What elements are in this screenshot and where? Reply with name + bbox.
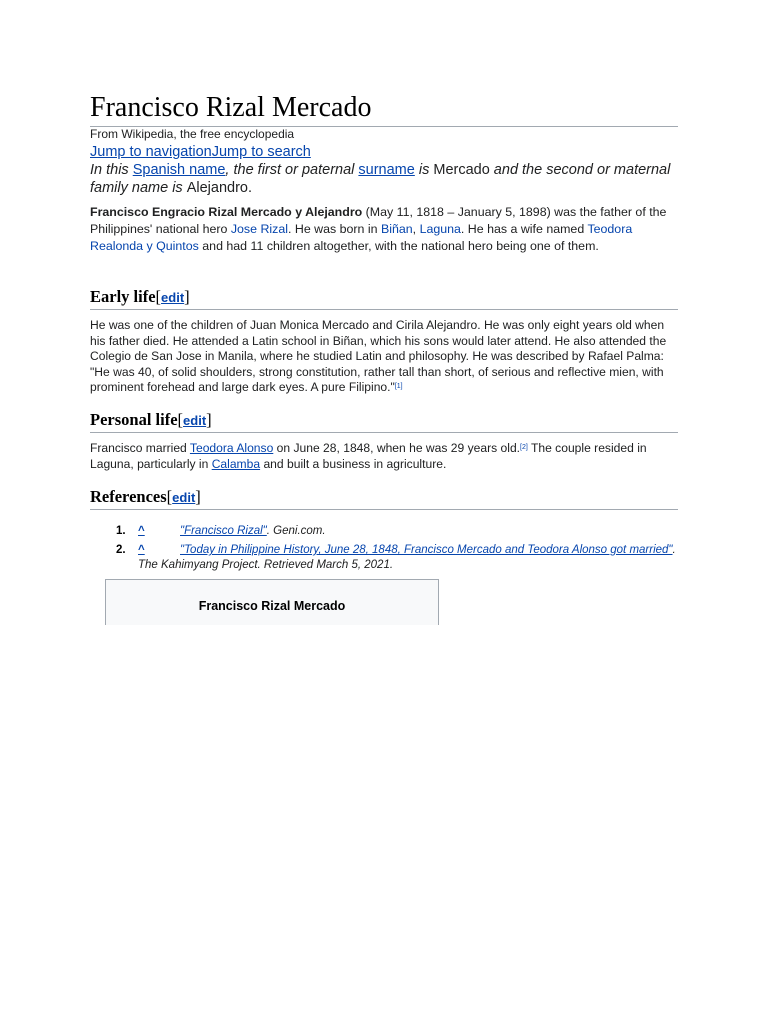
hatnote-text: In this [90,162,133,178]
infobox-title: Francisco Rizal Mercado [198,599,346,613]
hatnote-text: is [414,162,434,178]
reference-number: 1. [116,525,126,537]
bracket: ] [184,287,190,306]
lead-text: and had 11 children altogether, with the national hero being one of them. [198,239,599,253]
jose-rizal-link[interactable]: Jose Rizal [230,222,288,236]
teodora-alonso-link[interactable]: Teodora Alonso [189,441,274,455]
reference-source: . Geni.com. [266,525,326,537]
paragraph-text: Francisco married [90,441,190,455]
early-life-paragraph [90,318,678,396]
lead-text: (May 11, 1818 – January 5, 1898) was the father of the Philippines' national hero [90,205,667,236]
reference-link[interactable]: "Today in Philippine History, June 28, 1848, Francisco Mercado and Teodora Alonso got married" [180,544,673,556]
bracket: ] [206,410,212,429]
section-heading-personal-life [90,409,678,433]
citation-1-link[interactable]: [1] [394,383,403,390]
section-heading-references [90,486,678,510]
edit-personal-life-link[interactable]: edit [183,413,207,428]
paragraph-text: He was one of the children of Juan Monica Mercado and Cirila Alejandro. He was only eight years old when his father died. He attended a Latin school in Biñan, which his sons would later attend. He also attended the Colegio de San Jose in Manila, where he studied Latin and philosophy. He was described by Rafael Palma: "He was 40, of solid shoulders, strong constitution, rather tall than short, of serious and reflective mien, with prominent forehead and large dark eyes. A pure Filipino." [90,318,667,394]
paragraph-text: on June 28, 1848, when he was 29 years old. [273,441,521,455]
jump-to-search-link[interactable]: Jump to search [211,144,311,160]
edit-references-link[interactable]: edit [172,490,196,505]
reference-link[interactable]: "Francisco Rizal" [180,525,267,537]
page-title: Francisco Rizal Mercado [90,90,678,127]
spanish-name-link[interactable]: Spanish name [132,162,226,178]
heading-text: Early life [90,287,156,306]
reference-item [90,543,678,573]
paragraph-text: The couple resided in Laguna, particularly in [90,441,647,471]
lead-paragraph [90,204,678,255]
jump-to-navigation-link[interactable]: Jump to navigation [90,144,212,160]
binan-link[interactable]: Biñan [380,222,413,236]
reference-item [90,524,678,539]
bracket: [ [177,410,184,429]
hatnote-text: , the first or paternal [225,162,359,178]
subject-name: Francisco Engracio Rizal Mercado y Alejandro [90,205,363,219]
references-list [90,524,678,577]
backlink-caret[interactable]: ^ [138,544,145,556]
bracket: [ [166,487,173,506]
laguna-link[interactable]: Laguna [419,222,461,236]
paternal-name: Mercado [433,162,490,178]
teodora-realonda-link[interactable]: Teodora Realonda y Quintos [90,222,633,253]
bracket: ] [195,487,201,506]
backlink-caret[interactable]: ^ [138,525,145,537]
lead-text: , [412,222,420,236]
section-heading-early-life [90,286,678,310]
heading-text: Personal life [90,410,178,429]
infobox [105,579,439,625]
maternal-name: Alejandro [186,180,248,196]
hatnote [90,143,678,197]
citation-2-link[interactable]: [2] [520,444,528,451]
lead-text: . He has a wife named [460,222,588,236]
personal-life-paragraph [90,441,678,472]
reference-number: 2. [116,544,126,556]
calamba-link[interactable]: Calamba [211,456,261,471]
hatnote-text: and the second or maternal family name is [90,162,671,196]
hatnote-text: . [247,180,252,196]
reference-source: . The Kahimyang Project. Retrieved March 5, 2021. [138,544,676,571]
lead-text: . He was born in [287,222,381,236]
surname-link[interactable]: surname [358,162,415,178]
edit-early-life-link[interactable]: edit [161,290,185,305]
site-tagline: From Wikipedia, the free encyclopedia [90,127,295,141]
heading-text: References [90,487,167,506]
bracket: [ [155,287,162,306]
paragraph-text: and built a business in agriculture. [260,456,447,471]
